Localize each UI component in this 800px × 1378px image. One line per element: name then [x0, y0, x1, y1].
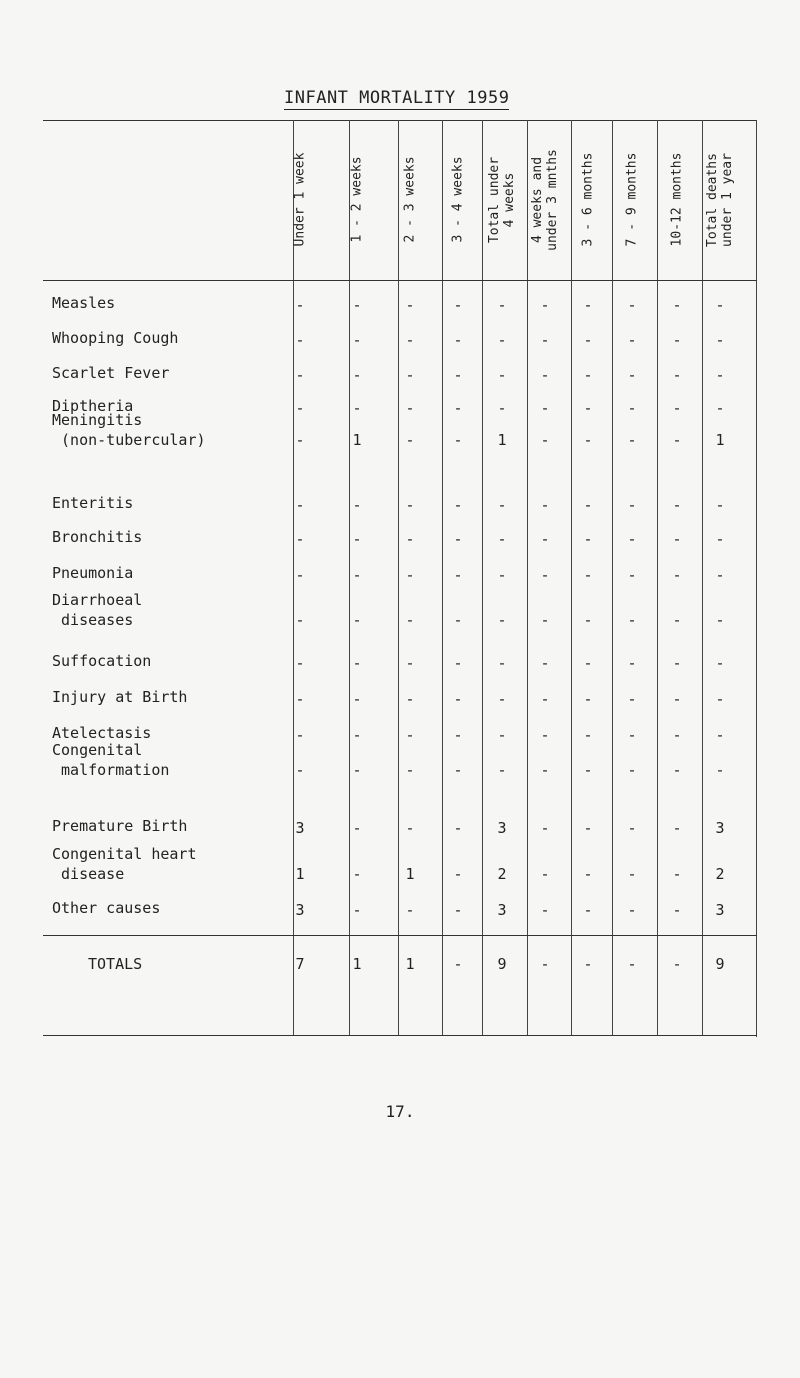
table-cell: -: [672, 399, 682, 417]
row-label: Whooping Cough: [52, 329, 179, 347]
row-label: Enteritis: [52, 494, 134, 512]
table-cell: -: [540, 496, 550, 514]
table-cell: -: [583, 726, 593, 744]
table-cell: -: [583, 690, 593, 708]
table-cell: -: [453, 690, 463, 708]
column-header-label: 4 weeks and under 3 mnths: [530, 148, 560, 251]
table-cell: -: [497, 566, 507, 584]
table-cell: -: [453, 331, 463, 349]
table-cell: -: [405, 431, 415, 449]
totals-label: TOTALS: [88, 955, 143, 973]
totals-cell: 1: [352, 955, 362, 973]
table-cell: -: [405, 530, 415, 548]
table-cell: -: [295, 399, 305, 417]
table-cell: -: [627, 865, 637, 883]
table-cell: -: [405, 819, 415, 837]
table-cell: -: [405, 331, 415, 349]
column-header: [700, 122, 740, 277]
table-cell: -: [540, 901, 550, 919]
table-cell: 2: [715, 865, 725, 883]
table-cell: -: [540, 530, 550, 548]
table-cell: -: [627, 399, 637, 417]
table-cell: -: [672, 690, 682, 708]
column-header-label: 1 - 2 weeks: [349, 156, 365, 243]
table-cell: -: [715, 654, 725, 672]
table-cell: -: [672, 865, 682, 883]
table-cell: -: [715, 496, 725, 514]
table-cell: 1: [497, 431, 507, 449]
table-cell: -: [405, 726, 415, 744]
column-header-label: 7 - 9 months: [624, 152, 640, 247]
totals-cell: 9: [497, 955, 507, 973]
table-cell: -: [540, 726, 550, 744]
table-cell: -: [295, 611, 305, 629]
table-cell: -: [715, 366, 725, 384]
row-label: Pneumonia: [52, 564, 134, 582]
table-cell: 3: [497, 819, 507, 837]
table-cell: -: [540, 296, 550, 314]
table-cell: -: [352, 496, 362, 514]
table-cell: -: [672, 331, 682, 349]
table-cell: -: [627, 761, 637, 779]
table-cell: -: [540, 431, 550, 449]
table-cell: -: [497, 530, 507, 548]
column-header-label: Total deaths under 1 year: [705, 152, 736, 247]
table-cell: -: [352, 530, 362, 548]
column-header: [568, 122, 608, 277]
table-cell: -: [540, 366, 550, 384]
table-cell: -: [627, 296, 637, 314]
table-cell: -: [295, 331, 305, 349]
table-cell: -: [497, 654, 507, 672]
row-label: Bronchitis: [52, 528, 143, 546]
column-header: [337, 122, 377, 277]
table-cell: -: [540, 611, 550, 629]
totals-cell: 1: [405, 955, 415, 973]
table-cell: -: [583, 761, 593, 779]
column-divider: [756, 120, 757, 1037]
totals-cell: -: [540, 955, 550, 973]
table-cell: -: [497, 366, 507, 384]
table-cell: 1: [352, 431, 362, 449]
table-cell: -: [715, 331, 725, 349]
row-label: Meningitis (non-tubercular): [52, 411, 206, 449]
table-cell: -: [453, 431, 463, 449]
page-title: INFANT MORTALITY 1959: [284, 88, 510, 108]
row-label: Scarlet Fever: [52, 364, 170, 382]
column-header: [612, 122, 652, 277]
table-cell: -: [295, 726, 305, 744]
table-cell: -: [627, 431, 637, 449]
row-label: Measles: [52, 294, 116, 312]
totals-cell: -: [627, 955, 637, 973]
totals-bottom-rule: [43, 1035, 757, 1036]
header-rule: [43, 280, 757, 281]
table-cell: -: [352, 690, 362, 708]
table-cell: -: [583, 530, 593, 548]
table-cell: -: [453, 566, 463, 584]
table-cell: 3: [497, 901, 507, 919]
column-header-label: 2 - 3 weeks: [402, 156, 418, 243]
table-cell: -: [627, 496, 637, 514]
row-label: Congenital malformation: [52, 741, 170, 779]
table-cell: -: [583, 566, 593, 584]
table-cell: -: [405, 296, 415, 314]
row-label: Injury at Birth: [52, 688, 188, 706]
row-label: Premature Birth: [52, 817, 188, 835]
table-cell: -: [627, 566, 637, 584]
table-cell: -: [295, 296, 305, 314]
table-cell: -: [715, 296, 725, 314]
table-cell: -: [672, 761, 682, 779]
table-cell: -: [352, 399, 362, 417]
table-cell: -: [295, 690, 305, 708]
column-header-label: 3 - 4 weeks: [450, 156, 466, 243]
column-header-label: Total under 4 weeks: [487, 156, 517, 243]
table-cell: -: [540, 819, 550, 837]
table-cell: -: [453, 819, 463, 837]
table-cell: -: [405, 566, 415, 584]
table-cell: -: [295, 366, 305, 384]
table-cell: -: [405, 901, 415, 919]
table-cell: -: [295, 496, 305, 514]
table-cell: -: [352, 726, 362, 744]
table-cell: -: [453, 496, 463, 514]
table-cell: -: [627, 611, 637, 629]
table-cell: -: [497, 726, 507, 744]
table-cell: -: [405, 399, 415, 417]
table-cell: -: [627, 530, 637, 548]
table-cell: -: [497, 296, 507, 314]
table-cell: -: [672, 496, 682, 514]
table-cell: -: [627, 690, 637, 708]
table-cell: -: [583, 331, 593, 349]
table-cell: -: [672, 819, 682, 837]
row-label: Diarrhoeal diseases: [52, 591, 143, 629]
column-header: [390, 122, 430, 277]
totals-cell: 9: [715, 955, 725, 973]
table-cell: 2: [497, 865, 507, 883]
table-cell: -: [352, 654, 362, 672]
table-cell: -: [672, 366, 682, 384]
row-label: Other causes: [52, 899, 161, 917]
totals-cell: -: [453, 955, 463, 973]
table-cell: -: [540, 690, 550, 708]
table-cell: 3: [295, 901, 305, 919]
table-cell: 1: [715, 431, 725, 449]
table-cell: -: [352, 296, 362, 314]
table-cell: -: [715, 530, 725, 548]
table-cell: -: [352, 901, 362, 919]
table-cell: -: [540, 761, 550, 779]
table-cell: -: [583, 399, 593, 417]
table-cell: -: [453, 654, 463, 672]
table-cell: -: [672, 726, 682, 744]
table-cell: -: [295, 566, 305, 584]
table-cell: -: [540, 399, 550, 417]
table-cell: -: [583, 496, 593, 514]
table-cell: -: [583, 431, 593, 449]
page-number: 17.: [385, 1102, 415, 1121]
table-cell: -: [715, 399, 725, 417]
table-cell: -: [352, 819, 362, 837]
table-cell: -: [453, 761, 463, 779]
table-cell: -: [627, 819, 637, 837]
table-cell: -: [352, 761, 362, 779]
table-cell: -: [405, 366, 415, 384]
table-cell: -: [672, 611, 682, 629]
row-label: Diptheria: [52, 397, 134, 415]
table-cell: -: [352, 331, 362, 349]
table-cell: -: [453, 399, 463, 417]
table-cell: -: [672, 530, 682, 548]
table-cell: -: [405, 496, 415, 514]
table-cell: -: [405, 611, 415, 629]
table-cell: 1: [295, 865, 305, 883]
column-header-label: 10-12 months: [669, 152, 685, 247]
table-cell: -: [715, 726, 725, 744]
table-cell: -: [453, 296, 463, 314]
table-cell: -: [295, 654, 305, 672]
totals-cell: 7: [295, 955, 305, 973]
table-cell: -: [453, 726, 463, 744]
table-cell: -: [672, 566, 682, 584]
table-cell: -: [352, 865, 362, 883]
column-header: [525, 122, 565, 277]
table-cell: -: [497, 399, 507, 417]
table-cell: 1: [405, 865, 415, 883]
table-cell: -: [540, 331, 550, 349]
table-cell: -: [497, 331, 507, 349]
row-label: Atelectasis: [52, 724, 152, 742]
table-cell: -: [295, 761, 305, 779]
row-label: Suffocation: [52, 652, 152, 670]
column-header-label: Under 1 week: [292, 152, 308, 247]
table-cell: -: [672, 901, 682, 919]
table-cell: -: [627, 901, 637, 919]
table-cell: -: [405, 654, 415, 672]
table-cell: -: [352, 611, 362, 629]
table-cell: -: [295, 431, 305, 449]
table-cell: -: [627, 726, 637, 744]
table-cell: -: [672, 654, 682, 672]
totals-cell: -: [672, 955, 682, 973]
table-cell: -: [583, 611, 593, 629]
totals-cell: -: [583, 955, 593, 973]
table-cell: 3: [715, 819, 725, 837]
table-cell: -: [583, 901, 593, 919]
column-header: [438, 122, 478, 277]
table-cell: -: [715, 611, 725, 629]
column-header: [280, 122, 320, 277]
table-cell: -: [497, 761, 507, 779]
row-label: Congenital heart disease: [52, 845, 197, 883]
table-cell: -: [627, 331, 637, 349]
table-cell: -: [540, 865, 550, 883]
table-cell: -: [352, 366, 362, 384]
table-cell: -: [497, 611, 507, 629]
table-cell: -: [453, 865, 463, 883]
table-cell: -: [583, 366, 593, 384]
table-cell: -: [453, 530, 463, 548]
table-cell: -: [453, 611, 463, 629]
table-cell: -: [672, 431, 682, 449]
table-cell: -: [453, 901, 463, 919]
table-cell: -: [497, 496, 507, 514]
table-cell: 3: [295, 819, 305, 837]
table-cell: -: [672, 296, 682, 314]
totals-top-rule: [43, 935, 757, 936]
table-cell: -: [453, 366, 463, 384]
column-header: [482, 122, 522, 277]
table-cell: 3: [715, 901, 725, 919]
column-header-label: 3 - 6 months: [580, 152, 596, 247]
table-cell: -: [540, 654, 550, 672]
column-header: [657, 122, 697, 277]
table-cell: -: [583, 296, 593, 314]
table-cell: -: [715, 566, 725, 584]
table-cell: -: [583, 654, 593, 672]
table-cell: -: [497, 690, 507, 708]
table-cell: -: [715, 761, 725, 779]
table-cell: -: [627, 654, 637, 672]
table-cell: -: [583, 865, 593, 883]
table-cell: -: [352, 566, 362, 584]
table-cell: -: [715, 690, 725, 708]
table-cell: -: [405, 690, 415, 708]
table-cell: -: [540, 566, 550, 584]
table-cell: -: [627, 366, 637, 384]
table-cell: -: [405, 761, 415, 779]
table-cell: -: [295, 530, 305, 548]
table-cell: -: [583, 819, 593, 837]
